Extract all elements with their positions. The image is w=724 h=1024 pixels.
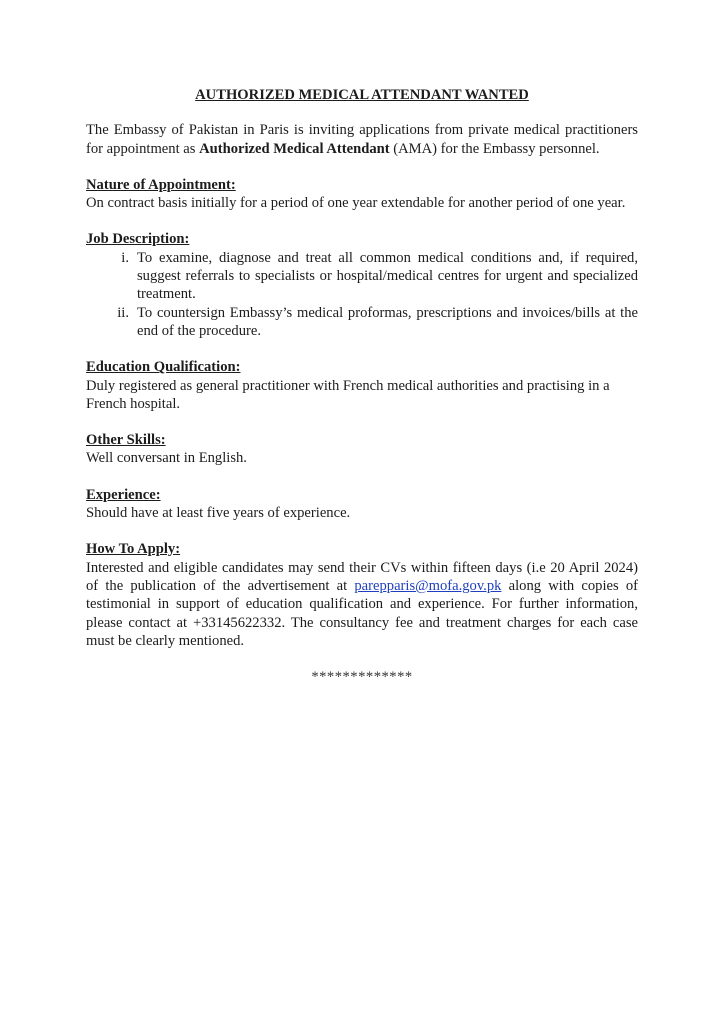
section-nature-of-appointment [86, 176, 638, 213]
section-text: Duly registered as general practitioner with French medical authorities and practising in a French hospital. [86, 377, 610, 412]
section-heading: How To Apply: [86, 541, 181, 558]
section-heading: Nature of Appointment: [86, 176, 236, 193]
list-item-number: ii. [117, 304, 129, 321]
section-text: Well conversant in English. [86, 450, 247, 467]
intro-paragraph [86, 121, 638, 158]
section-education-qualification [86, 358, 638, 413]
intro-bold-role: Authorized Medical Attendant [199, 140, 390, 157]
intro-text-after: (AMA) for the Embassy personnel. [389, 140, 600, 157]
list-item [86, 304, 638, 341]
list-item-text: To countersign Embassy’s medical proformas, prescriptions and invoices/bills at the end of the procedure. [137, 304, 638, 339]
list-item-number: i. [121, 249, 129, 266]
document-title: AUTHORIZED MEDICAL ATTENDANT WANTED [195, 87, 529, 103]
list-item [86, 249, 638, 304]
section-heading: Job Description: [86, 231, 190, 248]
section-text: On contract basis initially for a period of one year extendable for another period of one year. [86, 195, 626, 212]
section-heading: Education Qualification: [86, 359, 241, 376]
document-page [86, 86, 638, 701]
section-text: Should have at least five years of experience. [86, 505, 351, 522]
section-heading: Other Skills: [86, 432, 166, 449]
email-link[interactable]: parepparis@mofa.gov.pk [354, 577, 502, 594]
apply-text-before: Interested and eligible candidates may send their CVs within fifteen days (i.e 20 April 2024) of the publication of the advertisement at [86, 559, 638, 594]
section-other-skills [86, 431, 638, 468]
apply-text-after: along with copies of testimonial in support of education qualification and experience. For further information, please contact at +33145622332. The consultancy fee and treatment charges for each case must be clearly mentioned. [86, 577, 638, 649]
section-how-to-apply [86, 540, 638, 650]
section-experience [86, 486, 638, 523]
section-heading: Experience: [86, 486, 161, 503]
section-text [86, 559, 638, 650]
job-description-list [86, 249, 638, 340]
list-item-text: To examine, diagnose and treat all common medical conditions and, if required, suggest referrals to specialists or hospital/medical centres for urgent and specialized treatment. [137, 249, 638, 303]
separator: ************* [311, 669, 413, 686]
section-job-description [86, 230, 638, 340]
intro-text-before: The Embassy of Pakistan in Paris is inviting applications from private medical practitioners for appointment as [86, 122, 638, 157]
